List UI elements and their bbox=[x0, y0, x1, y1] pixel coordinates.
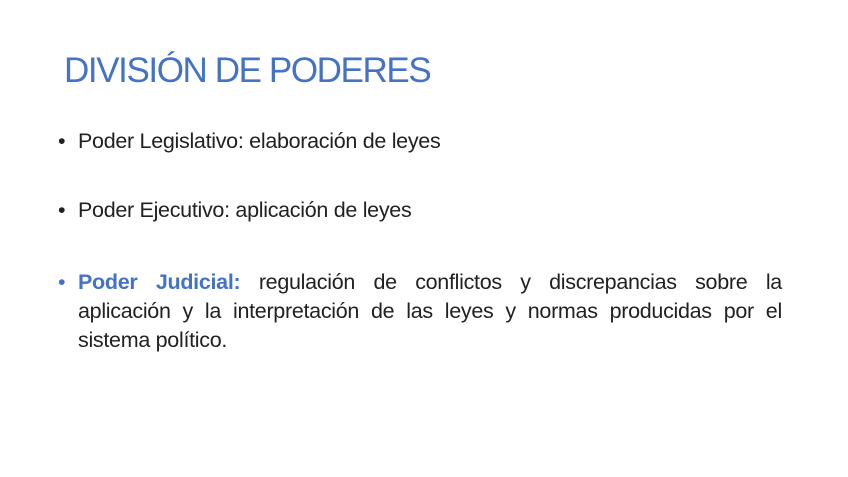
bullet-marker: • bbox=[58, 270, 66, 294]
paragraph-word: la bbox=[204, 299, 222, 323]
paragraph-word: el bbox=[765, 299, 782, 323]
justified-line bbox=[78, 268, 782, 297]
bullet-text: Poder Legislativo: elaboración de leyes bbox=[78, 129, 441, 153]
paragraph-word: y bbox=[182, 299, 193, 323]
paragraph-word: producidas bbox=[609, 299, 712, 323]
paragraph-word: leyes bbox=[444, 299, 494, 323]
paragraph-word: las bbox=[406, 299, 433, 323]
bullet-marker: • bbox=[58, 129, 66, 153]
last-line: sistema político. bbox=[78, 328, 228, 352]
bullet-text: Poder Ejecutivo: aplicación de leyes bbox=[78, 198, 412, 222]
bullet-marker: • bbox=[58, 198, 66, 222]
paragraph-word: discrepancias bbox=[549, 270, 677, 294]
bullet-item-legislativo bbox=[58, 127, 440, 156]
bullet-paragraph bbox=[78, 268, 782, 355]
justified-line bbox=[78, 297, 782, 326]
paragraph-word: por bbox=[723, 299, 754, 323]
paragraph-word: normas bbox=[527, 299, 598, 323]
paragraph-word: de bbox=[370, 299, 395, 323]
paragraph-word: de bbox=[373, 270, 397, 294]
paragraph-word: sobre bbox=[695, 270, 748, 294]
paragraph-word: la bbox=[765, 270, 782, 294]
bullet-item-ejecutivo bbox=[58, 196, 411, 225]
bullet-lead-word: Poder bbox=[78, 270, 138, 294]
paragraph-word: regulación bbox=[258, 270, 356, 294]
bullet-item-judicial bbox=[58, 268, 782, 355]
paragraph-word: aplicación bbox=[78, 299, 171, 323]
paragraph-word: interpretación bbox=[232, 299, 360, 323]
paragraph-word: conflictos bbox=[415, 270, 502, 294]
page-title: DIVISIÓN DE PODERES bbox=[64, 51, 431, 90]
paragraph-word: y bbox=[520, 270, 531, 294]
paragraph-word: y bbox=[505, 299, 516, 323]
bullet-lead-word: Judicial: bbox=[155, 270, 241, 294]
